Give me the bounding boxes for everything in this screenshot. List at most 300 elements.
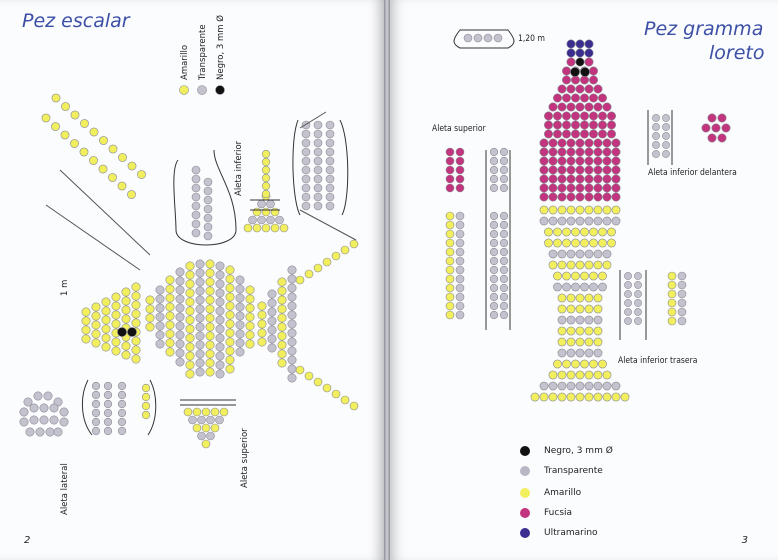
lateral-fin-bead — [60, 408, 68, 416]
fin-bead — [722, 124, 730, 132]
head-bead — [558, 166, 566, 174]
body-bead — [594, 316, 602, 324]
body-bead — [580, 228, 588, 236]
body-bead — [226, 338, 234, 346]
body-bead — [236, 303, 244, 311]
body-bead — [571, 360, 579, 368]
body-bead — [571, 283, 579, 291]
body-bead — [549, 371, 557, 379]
body-bead — [236, 294, 244, 302]
ladder-bead — [326, 202, 334, 210]
head-bead — [585, 85, 593, 93]
body-bead — [176, 331, 184, 339]
head-bead — [576, 40, 584, 48]
ladder-bead — [104, 391, 112, 399]
body-bead — [206, 368, 214, 376]
body-bead — [206, 296, 214, 304]
head-bead — [540, 166, 548, 174]
body-bead — [553, 239, 561, 247]
head-bead — [612, 166, 620, 174]
head-bead — [540, 157, 548, 165]
body-bead — [156, 286, 164, 294]
head-bead — [132, 292, 140, 300]
body-bead — [585, 393, 593, 401]
head-bead — [567, 58, 575, 66]
body-bead — [589, 360, 597, 368]
body-bead — [594, 250, 602, 258]
head-bead — [607, 130, 615, 138]
head-bead — [558, 103, 566, 111]
body-bead — [166, 312, 174, 320]
lateral-fin-bead — [20, 418, 28, 426]
body-bead — [226, 356, 234, 364]
ladder-bead — [326, 193, 334, 201]
fin-bead — [211, 408, 219, 416]
body-bead — [206, 260, 214, 268]
tail-bead — [258, 338, 266, 346]
body-bead — [196, 368, 204, 376]
fin-bead — [446, 184, 454, 192]
ladder-bead — [314, 166, 322, 174]
head-bead — [122, 306, 130, 314]
head-bead — [112, 302, 120, 310]
head-bead — [594, 193, 602, 201]
page-title: Pez escalar — [22, 10, 130, 32]
body-bead — [603, 250, 611, 258]
fin-bead — [192, 220, 200, 228]
ladder-bead — [326, 175, 334, 183]
head-bead — [112, 293, 120, 301]
head-bead — [594, 103, 602, 111]
fin-bead — [500, 302, 508, 310]
fin-bead — [446, 166, 454, 174]
head-bead — [585, 49, 593, 57]
tail-bead — [268, 308, 276, 316]
head-bead — [576, 58, 584, 66]
body-bead — [585, 250, 593, 258]
body-bead — [236, 339, 244, 347]
body-bead — [156, 295, 164, 303]
head-bead — [132, 346, 140, 354]
body-bead — [186, 334, 194, 342]
head-bead — [585, 166, 593, 174]
body-bead — [585, 316, 593, 324]
body-bead — [246, 295, 254, 303]
body-bead — [166, 303, 174, 311]
body-bead — [558, 294, 566, 302]
body-bead — [166, 321, 174, 329]
bead-amarillo-icon — [520, 488, 530, 498]
ladder-bead — [92, 382, 100, 390]
ladder-bead — [302, 166, 310, 174]
fin-bead — [456, 302, 464, 310]
body-bead — [226, 347, 234, 355]
tail-bead — [288, 284, 296, 292]
body-bead — [594, 382, 602, 390]
fin-bead — [500, 175, 508, 183]
fin-bead — [634, 272, 641, 279]
head-bead — [553, 130, 561, 138]
body-bead — [540, 393, 548, 401]
fin-bead — [192, 184, 200, 192]
fin-bead — [456, 275, 464, 283]
tail-fin-bead — [332, 390, 340, 398]
fin-bead — [262, 182, 270, 190]
tail-bead — [288, 275, 296, 283]
body-bead — [216, 325, 224, 333]
body-bead — [176, 286, 184, 294]
fin-bead — [456, 257, 464, 265]
strand-bead — [52, 94, 60, 102]
body-bead — [236, 321, 244, 329]
tail-bead — [268, 326, 276, 334]
fin-bead — [204, 187, 212, 195]
head-bead — [558, 148, 566, 156]
body-bead — [246, 322, 254, 330]
head-bead — [132, 310, 140, 318]
body-bead — [576, 382, 584, 390]
ladder-bead — [302, 148, 310, 156]
body-bead — [156, 340, 164, 348]
tail-bead — [288, 293, 296, 301]
body-bead — [594, 294, 602, 302]
ladder-bead — [326, 121, 334, 129]
body-bead — [540, 217, 548, 225]
body-bead — [598, 272, 606, 280]
body-bead — [558, 250, 566, 258]
fin-bead — [652, 123, 659, 130]
fin-bead — [662, 132, 669, 139]
body-bead — [580, 272, 588, 280]
strand-bead — [61, 102, 69, 110]
head-bead — [603, 148, 611, 156]
fin-bead — [490, 184, 498, 192]
body-bead — [603, 382, 611, 390]
fin-bead — [204, 232, 212, 240]
body-bead — [549, 261, 557, 269]
legend-transparente-label: Transparente — [198, 24, 208, 80]
head-bead — [540, 175, 548, 183]
body-bead — [558, 393, 566, 401]
head-bead — [122, 297, 130, 305]
head-bead — [92, 321, 100, 329]
fin-bead — [662, 141, 669, 148]
fin-bead — [202, 408, 210, 416]
fin-bead — [204, 223, 212, 231]
fin-bead — [490, 302, 498, 310]
ladder-bead — [326, 139, 334, 147]
head-bead — [571, 94, 579, 102]
fin-bead — [192, 166, 200, 174]
legend-row-negro — [520, 446, 613, 456]
body-bead — [562, 360, 570, 368]
head-bead — [558, 139, 566, 147]
body-bead — [226, 320, 234, 328]
tail-bead — [288, 347, 296, 355]
strand-bead — [61, 131, 69, 139]
ladder-bead — [302, 202, 310, 210]
strand-bead — [89, 156, 97, 164]
head-bead — [102, 343, 110, 351]
right-page — [390, 0, 778, 560]
head-bead — [594, 184, 602, 192]
body-bead — [612, 382, 620, 390]
head-bead — [585, 139, 593, 147]
body-bead — [553, 272, 561, 280]
tail-bead — [268, 290, 276, 298]
fin-bead — [456, 266, 464, 274]
head-bead — [576, 175, 584, 183]
fin-bead — [456, 284, 464, 292]
body-bead — [594, 349, 602, 357]
fin-bead — [490, 239, 498, 247]
fin-bead — [446, 239, 454, 247]
head-bead — [594, 175, 602, 183]
body-bead — [567, 382, 575, 390]
head-bead — [558, 85, 566, 93]
head-bead — [122, 315, 130, 323]
wire-bead — [474, 34, 482, 42]
head-bead — [102, 298, 110, 306]
body-bead — [156, 304, 164, 312]
body-bead — [216, 262, 224, 270]
lateral-fin-bead — [30, 404, 38, 412]
body-bead — [603, 393, 611, 401]
head-bead — [540, 139, 548, 147]
head-bead — [567, 139, 575, 147]
legend-row-fucsia — [520, 508, 572, 518]
fin-bead — [262, 158, 270, 166]
fin-bead — [678, 272, 686, 280]
page-number: 2 — [24, 535, 31, 546]
head-bead — [540, 193, 548, 201]
body-bead — [226, 365, 234, 373]
ladder-bead — [302, 193, 310, 201]
body-bead — [196, 278, 204, 286]
fin-bead — [500, 239, 508, 247]
body-bead — [558, 371, 566, 379]
legend-label: Amarillo — [544, 488, 582, 498]
head-bead — [549, 103, 557, 111]
aleta-inferior-delantera-label: Aleta inferior delantera — [648, 168, 737, 178]
fin-bead — [202, 424, 210, 432]
gramma-diagram — [390, 0, 778, 560]
body-bead — [236, 330, 244, 338]
eye-bead — [580, 67, 589, 76]
body-bead — [598, 283, 606, 291]
head-bead — [544, 130, 552, 138]
body-bead — [176, 358, 184, 366]
head-bead — [102, 334, 110, 342]
head-bead — [102, 307, 110, 315]
fin-bead — [456, 221, 464, 229]
lateral-fin-bead — [30, 416, 38, 424]
body-bead — [186, 280, 194, 288]
fin-bead — [446, 221, 454, 229]
legend-row-amarillo — [520, 488, 581, 498]
head-bead — [562, 76, 570, 84]
fin-bead — [500, 166, 508, 174]
fin-bead — [624, 299, 631, 306]
body-bead — [558, 327, 566, 335]
body-bead — [598, 239, 606, 247]
fin-bead — [634, 290, 641, 297]
head-bead — [112, 311, 120, 319]
body-bead — [594, 261, 602, 269]
body-bead — [544, 239, 552, 247]
body-bead — [186, 361, 194, 369]
fin-bead — [207, 432, 215, 440]
head-bead — [540, 184, 548, 192]
head-bead — [549, 166, 557, 174]
body-bead — [549, 206, 557, 214]
head-bead — [562, 130, 570, 138]
ladder-bead — [326, 148, 334, 156]
fin-bead — [198, 432, 206, 440]
body-bead — [206, 332, 214, 340]
fin-bead — [634, 299, 641, 306]
body-bead — [585, 327, 593, 335]
legend-amarillo-label: Amarillo — [180, 44, 190, 80]
body-bead — [585, 371, 593, 379]
eye-bead — [127, 327, 136, 336]
tail-bead — [278, 305, 286, 313]
wire-length-label: 1,20 m — [518, 34, 545, 44]
body-bead — [549, 250, 557, 258]
tail-bead — [288, 266, 296, 274]
tail-bead — [258, 320, 266, 328]
fin-bead — [193, 424, 201, 432]
body-bead — [594, 217, 602, 225]
ladder-bead — [92, 391, 100, 399]
head-bead — [594, 166, 602, 174]
head-bead — [567, 184, 575, 192]
tail-bead — [278, 287, 286, 295]
fin-bead — [490, 230, 498, 238]
fin-bead — [500, 311, 508, 319]
head-bead — [567, 40, 575, 48]
head-bead — [82, 317, 90, 325]
ladder-bead — [118, 382, 126, 390]
body-bead — [576, 338, 584, 346]
head-bead — [603, 193, 611, 201]
body-bead — [558, 217, 566, 225]
strand-bead — [118, 182, 126, 190]
body-bead — [226, 266, 234, 274]
body-bead — [186, 352, 194, 360]
fin-bead — [249, 216, 257, 224]
legend-negro-label: Negro, 3 mm Ø — [216, 15, 226, 80]
strand-bead — [118, 153, 126, 161]
body-bead — [607, 239, 615, 247]
head-bead — [132, 355, 140, 363]
angelfish-diagram — [0, 0, 384, 560]
tail-fin-bead — [296, 276, 304, 284]
fin-bead — [267, 216, 275, 224]
head-bead — [558, 184, 566, 192]
lateral-fin-bead — [40, 416, 48, 424]
ladder-bead — [314, 202, 322, 210]
body-bead — [226, 302, 234, 310]
head-bead — [562, 94, 570, 102]
body-bead — [567, 338, 575, 346]
tail-fin-bead — [350, 240, 358, 248]
fin-bead — [446, 257, 454, 265]
body-bead — [576, 316, 584, 324]
body-bead — [576, 349, 584, 357]
head-bead — [567, 49, 575, 57]
fin-bead — [500, 212, 508, 220]
fin-bead — [634, 317, 641, 324]
ladder-bead — [142, 384, 150, 392]
ladder-bead — [314, 121, 322, 129]
body-bead — [531, 393, 539, 401]
body-bead — [186, 370, 194, 378]
fin-bead — [262, 166, 270, 174]
fin-bead — [253, 208, 261, 216]
head-bead — [549, 148, 557, 156]
strand-bead — [90, 128, 98, 136]
body-bead — [607, 228, 615, 236]
tail-bead — [278, 323, 286, 331]
fin-bead — [490, 166, 498, 174]
head-bead — [580, 130, 588, 138]
head-bead — [576, 85, 584, 93]
ladder-bead — [302, 184, 310, 192]
head-bead — [589, 112, 597, 120]
tail-bead — [288, 365, 296, 373]
head-bead — [589, 76, 597, 84]
body-bead — [166, 348, 174, 356]
ladder-bead — [314, 193, 322, 201]
ladder-bead — [142, 402, 150, 410]
head-bead — [612, 175, 620, 183]
fin-bead — [192, 211, 200, 219]
tail-bead — [278, 314, 286, 322]
tail-bead — [288, 374, 296, 382]
head-bead — [585, 148, 593, 156]
head-bead — [112, 338, 120, 346]
head-bead — [576, 103, 584, 111]
ladder-bead — [118, 427, 126, 435]
fin-bead — [490, 157, 498, 165]
head-bead — [92, 339, 100, 347]
body-bead — [176, 295, 184, 303]
fin-bead — [712, 124, 720, 132]
ladder-bead — [314, 139, 322, 147]
tail-fin-bead — [341, 246, 349, 254]
body-bead — [196, 359, 204, 367]
page-title-line1: Pez gramma — [644, 18, 764, 40]
body-bead — [567, 316, 575, 324]
head-bead — [594, 139, 602, 147]
body-bead — [236, 348, 244, 356]
head-bead — [576, 166, 584, 174]
fin-bead — [652, 114, 659, 121]
body-bead — [549, 217, 557, 225]
fin-bead — [258, 200, 266, 208]
body-bead — [558, 316, 566, 324]
head-bead — [603, 166, 611, 174]
fin-bead — [702, 124, 710, 132]
fin-bead — [446, 157, 454, 165]
head-bead — [612, 139, 620, 147]
head-bead — [562, 121, 570, 129]
body-bead — [196, 287, 204, 295]
fin-bead — [204, 214, 212, 222]
bead-ultramarino-icon — [520, 528, 530, 538]
legend-label: Transparente — [544, 466, 603, 476]
